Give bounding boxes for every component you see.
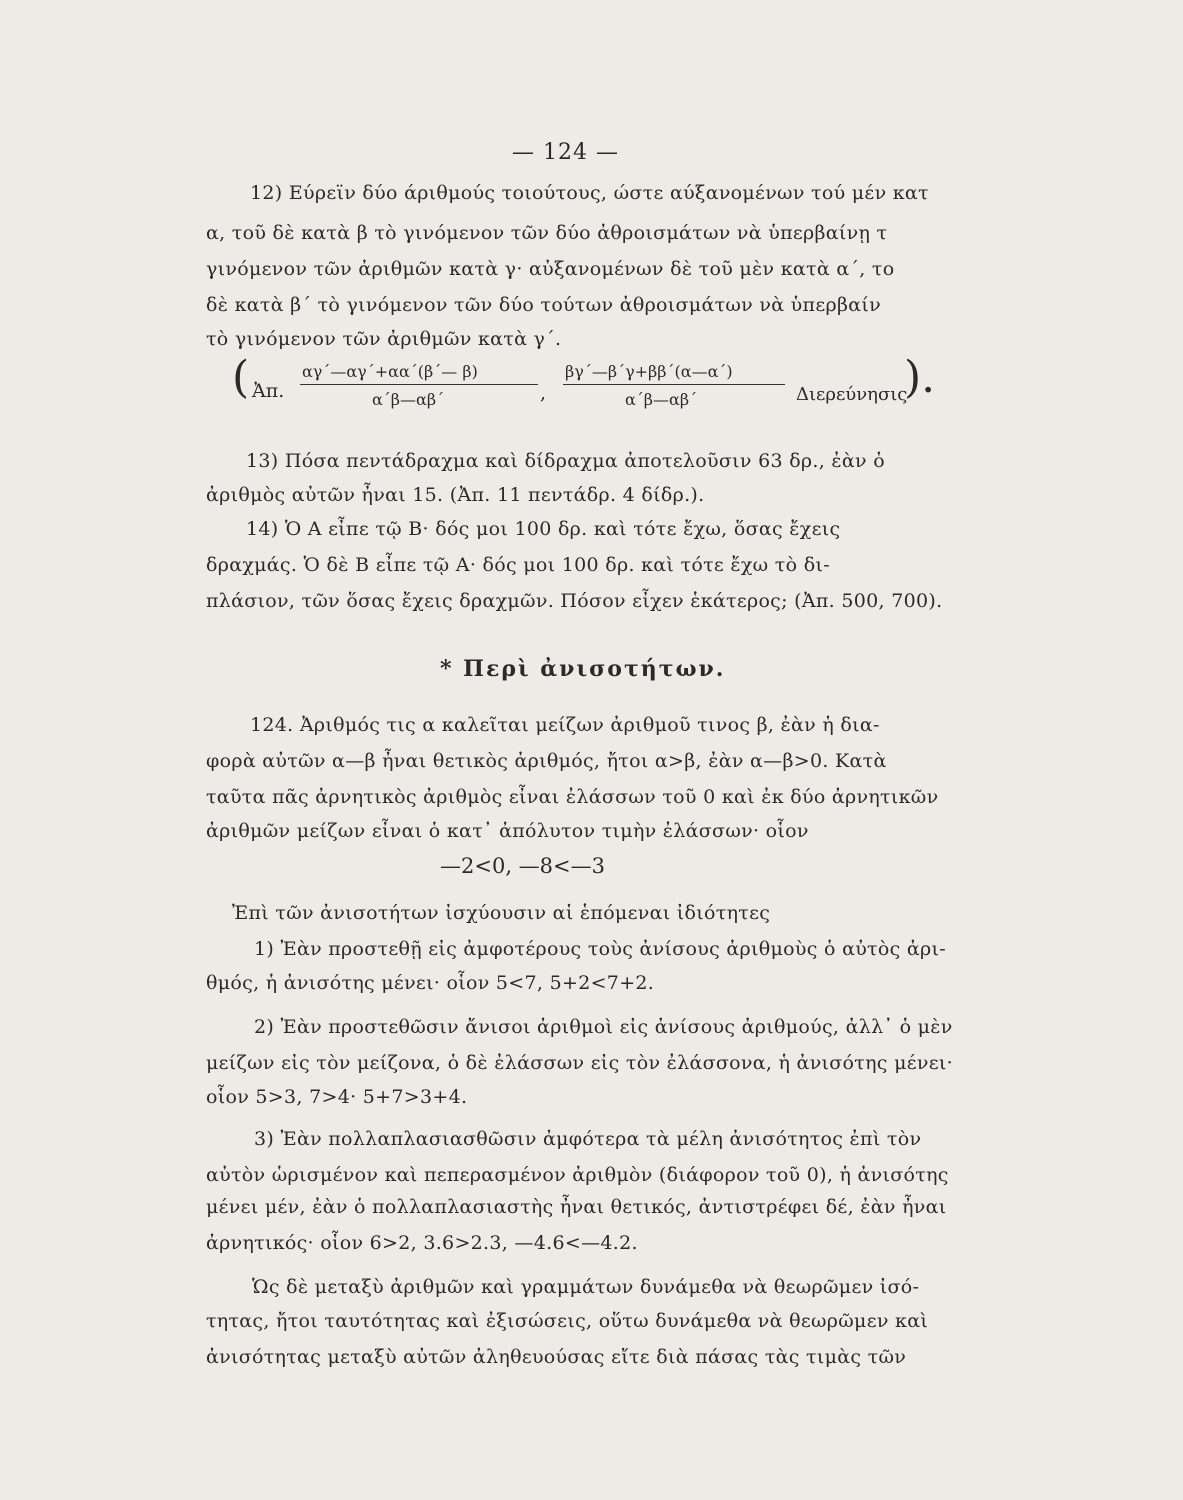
answer-comma: , [540, 382, 547, 404]
closing-line-1: Ὡς δὲ μεταξὺ ἀριθμῶν καὶ γραμμάτων δυνάμεθα νὰ θεωρῶμεν ἰσό- [252, 1276, 920, 1298]
exercise-13-line-1: 13) Πόσα πεντάδραχμα καὶ δίδραχμα ἀποτελοῦσιν 63 δρ., ἐὰν ὁ [246, 450, 885, 472]
answer-fraction-2-numerator: βγ΄—β΄γ+ββ΄(α—α΄) [565, 362, 733, 381]
answer-fraction-1-numerator: αγ΄—αγ΄+αα΄(β΄— β) [302, 362, 478, 381]
exercise-12-answer [0, 352, 936, 430]
properties-intro: Ἐπὶ τῶν ἀνισοτήτων ἰσχύουσιν αἱ ἑπόμεναι ἰδιότητες [232, 902, 771, 924]
exercise-14-line-3: πλάσιον, τῶν ὅσας ἔχεις δραχμῶν. Πόσον εἶχεν ἑκάτερος; (Ἀπ. 500, 700). [206, 590, 943, 612]
answer-label: Ἀπ. [252, 380, 285, 402]
section-title: * Περὶ ἀνισοτήτων. [440, 656, 726, 682]
exercise-12-line-5: τὸ γινόμενον τῶν ἀριθμῶν κατὰ γ΄. [206, 328, 562, 350]
para-124-line-3: ταῦτα πᾶς ἀρνητικὸς ἀριθμὸς εἶναι ἐλάσσων τοῦ 0 καὶ ἐκ δύο ἀρνητικῶν [206, 786, 939, 808]
exercise-13-line-2: ἀριθμὸς αὐτῶν ἦναι 15. (Ἀπ. 11 πεντάδρ. 4 δίδρ.). [206, 484, 705, 506]
exercise-12-line-3: γινόμενον τῶν ἀριθμῶν κατὰ γ· αὐξανομένων δὲ τοῦ μὲν κατὰ α΄, το [206, 258, 895, 280]
property-3-line-1: 3) Ἐὰν πολλαπλασιασθῶσιν ἀμφότερα τὰ μέλη ἀνισότητος ἐπὶ τὸν [254, 1128, 922, 1150]
exercise-12-line-1: 12) Εύρεϊν δύο άριθμούς τοιούτους, ώστε αύξανομένων τού μέν κατ [250, 182, 929, 204]
property-3-line-3: μένει μέν, ἐὰν ὁ πολλαπλασιαστὴς ἦναι θετικός, ἀντιστρέφει δέ, ἐὰν ἦναι [206, 1196, 947, 1218]
answer-note: Διερεύνησις [796, 384, 908, 405]
exercise-12-line-2: α, τοῦ δὲ κατὰ β τὸ γινόμενον τῶν δύο ἀθροισμάτων νὰ ὑπερβαίνῃ τ [206, 222, 888, 244]
property-2-line-1: 2) Ἐὰν προστεθῶσιν ἄνισοι ἀριθμοὶ εἰς ἀνίσους ἀριθμούς, ἀλλ᾽ ὁ μὲν [254, 1016, 953, 1038]
property-2-line-2: μείζων εἰς τὸν μείζονα, ὁ δὲ ἐλάσσων εἰς τὸν ἐλάσσονα, ἡ ἀνισότης μένει· [206, 1052, 953, 1074]
answer-fraction-1-denominator: α΄β—αβ΄ [372, 390, 445, 409]
property-1-line-1: 1) Ἐὰν προστεθῇ εἰς ἀμφοτέρους τοὺς ἀνίσους ἀριθμοὺς ὁ αὐτὸς ἀρι- [254, 938, 946, 960]
property-3-line-4: ἀρνητικός· οἷον 6>2, 3.6>2.3, —4.6<—4.2. [206, 1232, 638, 1254]
exercise-14-line-2: δραχμάς. Ὁ δὲ Β εἶπε τῷ Α· δός μοι 100 δρ. καὶ τότε ἔχω τὸ δι- [206, 554, 830, 576]
answer-close-paren: ). [904, 352, 936, 403]
para-124-line-4: ἀριθμῶν μείζων εἶναι ὁ κατ᾽ ἀπόλυτον τιμὴν ἐλάσσων· οἷον [206, 820, 809, 842]
property-2-line-3: οἷον 5>3, 7>4· 5+7>3+4. [206, 1086, 468, 1108]
property-1-line-2: θμός, ἡ ἀνισότης μένει· οἷον 5<7, 5+2<7+2. [206, 972, 655, 994]
answer-fraction-2-denominator: α΄β—αβ΄ [625, 390, 698, 409]
answer-fraction-2-bar [563, 384, 785, 385]
exercise-14-line-1: 14) Ὁ Α εἶπε τῷ Β· δός μοι 100 δρ. καὶ τότε ἔχω, ὅσας ἔχεις [246, 518, 841, 540]
para-124-line-2: φορὰ αὐτῶν α—β ἦναι θετικὸς ἀριθμός, ἤτοι α>β, ἐὰν α—β>0. Κατὰ [206, 750, 887, 772]
para-124-formula: —2<0, —8<—3 [440, 854, 605, 878]
exercise-12-line-4: δὲ κατὰ β΄ τὸ γινόμενον τῶν δύο τούτων ἀθροισμάτων νὰ ὑπερβαίν [206, 294, 881, 316]
closing-line-3: ἀνισότητας μεταξὺ αὐτῶν ἀληθευούσας εἴτε διὰ πάσας τὰς τιμὰς τῶν [206, 1346, 907, 1368]
answer-fraction-1-bar [300, 384, 538, 385]
page-number-header: — 124 — [512, 140, 619, 165]
closing-line-2: τητας, ἤτοι ταυτότητας καὶ ἐξισώσεις, οὕτω δυνάμεθα νὰ θεωρῶμεν καὶ [206, 1310, 929, 1332]
answer-open-paren: ( [232, 352, 250, 403]
property-3-line-2: αὐτὸν ὡρισμένον καὶ πεπερασμένον ἀριθμὸν (διάφορον τοῦ 0), ἡ ἀνισότης [206, 1164, 949, 1186]
para-124-line-1: 124. Ἀριθμός τις α καλεῖται μείζων ἀριθμοῦ τινος β, ἐὰν ἡ δια- [250, 714, 880, 736]
